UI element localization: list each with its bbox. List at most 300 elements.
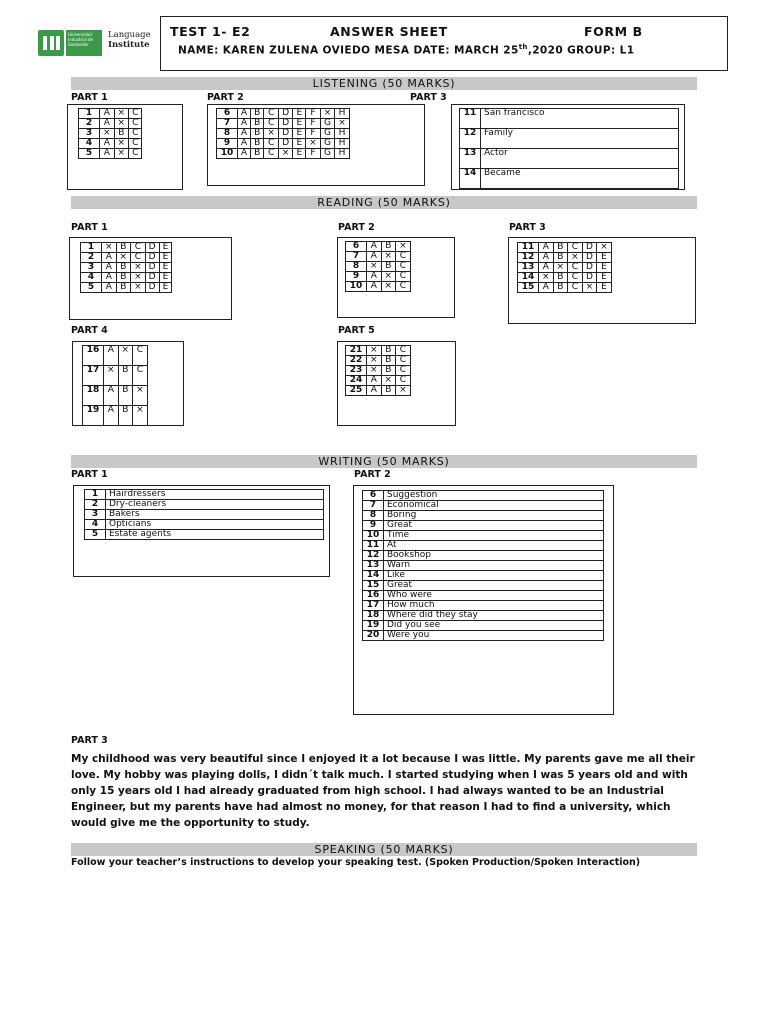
answer-row	[83, 386, 148, 406]
listening-part3-label: PART 3	[410, 92, 447, 103]
option-letter: C	[131, 253, 146, 263]
answer-row	[460, 149, 679, 169]
question-number: 14	[363, 571, 384, 581]
question-number: 14	[518, 273, 539, 283]
option-letter: C	[129, 129, 142, 139]
answer-row	[217, 119, 350, 129]
option-letter: C	[568, 263, 583, 273]
option-letter: G	[320, 149, 335, 159]
option-letter: D	[278, 119, 293, 129]
question-number: 2	[81, 253, 102, 263]
marked-option: ×	[131, 263, 146, 273]
answer-row	[363, 581, 604, 591]
marked-option: ×	[381, 376, 396, 386]
marked-option: ×	[133, 386, 148, 406]
marked-option: ×	[306, 139, 321, 149]
option-letter: B	[553, 243, 568, 253]
answer-row	[81, 243, 172, 253]
answer-text: Were you	[384, 631, 604, 641]
marked-option: ×	[133, 406, 148, 426]
option-letter: A	[367, 272, 382, 282]
marked-option: ×	[396, 242, 411, 252]
question-number: 15	[518, 283, 539, 293]
question-number: 5	[85, 530, 106, 540]
question-number: 18	[363, 611, 384, 621]
marked-option: ×	[278, 149, 293, 159]
answer-text: Bookshop	[384, 551, 604, 561]
answer-row	[217, 149, 350, 159]
listening-part3-grid	[459, 108, 679, 189]
question-number: 4	[79, 139, 100, 149]
option-letter: C	[264, 119, 279, 129]
option-letter: A	[238, 139, 251, 149]
option-letter: B	[118, 366, 133, 386]
option-letter: A	[100, 149, 115, 159]
reading-section-title: READING (50 MARKS)	[71, 196, 697, 209]
answer-text: Opticians	[106, 520, 324, 530]
option-letter: C	[133, 366, 148, 386]
answer-row	[217, 109, 350, 119]
question-number: 6	[346, 242, 367, 252]
option-letter: B	[118, 386, 133, 406]
option-letter: C	[568, 243, 583, 253]
option-letter: C	[396, 252, 411, 262]
option-letter: A	[367, 252, 382, 262]
question-number: 10	[217, 149, 238, 159]
marked-option: ×	[114, 139, 129, 149]
answer-text: Became	[481, 169, 679, 189]
question-number: 1	[85, 490, 106, 500]
answer-text: Hairdressers	[106, 490, 324, 500]
answer-text: Time	[384, 531, 604, 541]
option-letter: B	[251, 109, 264, 119]
reading-part2-label: PART 2	[338, 222, 375, 233]
answer-row	[79, 139, 142, 149]
answer-row	[518, 253, 612, 263]
question-number: 12	[363, 551, 384, 561]
question-number: 13	[518, 263, 539, 273]
question-number: 16	[83, 346, 104, 366]
answer-text: San francisco	[481, 109, 679, 129]
question-number: 23	[346, 366, 367, 376]
option-letter: A	[104, 386, 119, 406]
university-emblem-icon	[38, 30, 64, 56]
reading-part3-label: PART 3	[509, 222, 546, 233]
answer-row	[85, 520, 324, 530]
option-letter: A	[102, 283, 117, 293]
reading-part5-grid	[345, 345, 411, 396]
question-number: 15	[363, 581, 384, 591]
answer-text: Who were	[384, 591, 604, 601]
option-letter: A	[539, 253, 554, 263]
option-letter: B	[251, 129, 264, 139]
option-letter: B	[114, 129, 129, 139]
answer-row	[346, 262, 411, 272]
listening-part2-grid	[216, 108, 350, 159]
answer-row	[363, 521, 604, 531]
marked-option: ×	[114, 119, 129, 129]
option-letter: A	[102, 273, 117, 283]
marked-option: ×	[264, 129, 279, 139]
answer-row	[346, 272, 411, 282]
answer-row	[79, 129, 142, 139]
option-letter: F	[306, 119, 321, 129]
reading-part2-grid	[345, 241, 411, 292]
option-letter: A	[539, 263, 554, 273]
marked-option: ×	[367, 356, 382, 366]
question-number: 18	[83, 386, 104, 406]
option-letter: C	[396, 366, 411, 376]
answer-row	[363, 541, 604, 551]
option-letter: D	[145, 263, 159, 273]
question-number: 17	[83, 366, 104, 386]
question-number: 9	[217, 139, 238, 149]
option-letter: C	[264, 139, 279, 149]
option-letter: A	[539, 283, 554, 293]
option-letter: C	[568, 273, 583, 283]
option-letter: E	[597, 273, 612, 283]
answer-text: Estate agents	[106, 530, 324, 540]
answer-row	[363, 591, 604, 601]
answer-row	[81, 283, 172, 293]
marked-option: ×	[539, 273, 554, 283]
marked-option: ×	[104, 366, 119, 386]
question-number: 8	[346, 262, 367, 272]
answer-text: Like	[384, 571, 604, 581]
question-number: 11	[518, 243, 539, 253]
answer-row	[346, 356, 411, 366]
question-number: 12	[518, 253, 539, 263]
question-number: 10	[346, 282, 367, 292]
question-number: 22	[346, 356, 367, 366]
option-letter: B	[381, 346, 396, 356]
option-letter: A	[367, 386, 382, 396]
answer-row	[83, 406, 148, 426]
option-letter: A	[367, 242, 382, 252]
option-letter: D	[582, 243, 597, 253]
question-number: 3	[81, 263, 102, 273]
listening-part1-grid	[78, 108, 142, 159]
option-letter: B	[553, 273, 568, 283]
option-letter: C	[396, 282, 411, 292]
marked-option: ×	[116, 253, 131, 263]
reading-part3-grid	[517, 242, 612, 293]
question-number: 1	[81, 243, 102, 253]
answer-row	[363, 601, 604, 611]
form-label: FORM B	[584, 24, 643, 39]
option-letter: B	[381, 366, 396, 376]
logo-brand: Language Institute	[108, 30, 151, 50]
option-letter: B	[251, 149, 264, 159]
marked-option: ×	[131, 273, 146, 283]
answer-text: Actor	[481, 149, 679, 169]
test-name: TEST 1- E2	[170, 24, 251, 39]
marked-option: ×	[118, 346, 133, 366]
option-letter: C	[264, 149, 279, 159]
answer-row	[518, 263, 612, 273]
answer-row	[346, 282, 411, 292]
question-number: 2	[85, 500, 106, 510]
answer-row	[217, 139, 350, 149]
marked-option: ×	[597, 243, 612, 253]
marked-option: ×	[381, 272, 396, 282]
reading-part5-label: PART 5	[338, 325, 375, 336]
speaking-instructions: Follow your teacher’s instructions to develop your speaking test. (Spoken Production/Spoken Interaction)	[71, 857, 641, 868]
writing-part1-label: PART 1	[71, 469, 108, 480]
answer-text: Boring	[384, 511, 604, 521]
listening-part2-label: PART 2	[207, 92, 244, 103]
writing-part1-grid	[84, 489, 324, 540]
option-letter: C	[129, 139, 142, 149]
answer-row	[518, 243, 612, 253]
answer-text: Did you see	[384, 621, 604, 631]
institute-logo	[38, 24, 150, 64]
option-letter: C	[264, 109, 279, 119]
question-number: 11	[363, 541, 384, 551]
writing-section-title: WRITING (50 MARKS)	[71, 455, 697, 468]
writing-part3-label: PART 3	[71, 735, 108, 746]
option-letter: A	[238, 129, 251, 139]
answer-row	[85, 510, 324, 520]
option-letter: A	[100, 109, 115, 119]
question-number: 3	[79, 129, 100, 139]
marked-option: ×	[102, 243, 117, 253]
answer-row	[79, 149, 142, 159]
option-letter: B	[251, 119, 264, 129]
option-letter: G	[320, 129, 335, 139]
answer-row	[460, 129, 679, 149]
answer-row	[518, 273, 612, 283]
writing-part3-essay: My childhood was very beautiful since I enjoyed it a lot because I was little. My parents gave me all their love. My hobby was playing dolls, I didn´t talk much. I started studying when I was 5 years old and with only 15 years old I had already graduated from high school. I had always wanted to be an Industrial Engineer, but my parents have had almost no money, for that reason I had to find a university, which would give me the opportunity to study.	[71, 753, 695, 829]
question-number: 21	[346, 346, 367, 356]
answer-row	[346, 386, 411, 396]
option-letter: C	[568, 283, 583, 293]
option-letter: E	[597, 253, 612, 263]
answer-text: Great	[384, 521, 604, 531]
marked-option: ×	[568, 253, 583, 263]
question-number: 7	[217, 119, 238, 129]
option-letter: A	[102, 263, 117, 273]
option-letter: E	[293, 109, 306, 119]
option-letter: A	[367, 282, 382, 292]
marked-option: ×	[367, 366, 382, 376]
option-letter: E	[159, 243, 172, 253]
answer-row	[363, 611, 604, 621]
question-number: 14	[460, 169, 481, 189]
answer-row	[346, 242, 411, 252]
marked-option: ×	[582, 283, 597, 293]
option-letter: B	[553, 253, 568, 263]
option-letter: E	[293, 139, 306, 149]
option-letter: A	[100, 139, 115, 149]
question-number: 3	[85, 510, 106, 520]
option-letter: A	[100, 119, 115, 129]
option-letter: B	[381, 242, 396, 252]
reading-part4-grid	[82, 345, 148, 426]
option-letter: D	[145, 283, 159, 293]
option-letter: H	[335, 109, 350, 119]
answer-row	[460, 109, 679, 129]
answer-text: How much	[384, 601, 604, 611]
option-letter: D	[145, 253, 159, 263]
option-letter: E	[159, 253, 172, 263]
question-number: 6	[217, 109, 238, 119]
option-letter: B	[116, 263, 131, 273]
option-letter: F	[306, 109, 321, 119]
answer-row	[217, 129, 350, 139]
option-letter: C	[396, 262, 411, 272]
option-letter: E	[159, 273, 172, 283]
option-letter: D	[278, 139, 293, 149]
option-letter: A	[238, 149, 251, 159]
question-number: 2	[79, 119, 100, 129]
question-number: 1	[79, 109, 100, 119]
answer-row	[85, 530, 324, 540]
answer-row	[363, 511, 604, 521]
marked-option: ×	[114, 149, 129, 159]
question-number: 19	[83, 406, 104, 426]
option-letter: C	[396, 376, 411, 386]
question-number: 25	[346, 386, 367, 396]
option-letter: D	[582, 273, 597, 283]
option-letter: A	[367, 376, 382, 386]
answer-row	[346, 376, 411, 386]
option-letter: B	[116, 283, 131, 293]
question-number: 7	[346, 252, 367, 262]
answer-text: Dry-cleaners	[106, 500, 324, 510]
answer-row	[363, 531, 604, 541]
answer-text: Family	[481, 129, 679, 149]
option-letter: H	[335, 149, 350, 159]
marked-option: ×	[381, 252, 396, 262]
option-letter: G	[320, 139, 335, 149]
answer-row	[346, 366, 411, 376]
answer-row	[79, 119, 142, 129]
option-letter: B	[251, 139, 264, 149]
option-letter: B	[381, 356, 396, 366]
question-number: 9	[363, 521, 384, 531]
question-number: 10	[363, 531, 384, 541]
question-number: 20	[363, 631, 384, 641]
question-number: 5	[81, 283, 102, 293]
marked-option: ×	[100, 129, 115, 139]
logo-university-name: Universidad Industrial de Santander	[66, 30, 102, 56]
option-letter: D	[278, 109, 293, 119]
reading-part1-grid	[80, 242, 172, 293]
option-letter: G	[320, 119, 335, 129]
option-letter: E	[293, 149, 306, 159]
answer-text: At	[384, 541, 604, 551]
option-letter: E	[597, 263, 612, 273]
marked-option: ×	[131, 283, 146, 293]
option-letter: C	[129, 119, 142, 129]
marked-option: ×	[367, 262, 382, 272]
option-letter: B	[553, 283, 568, 293]
answer-row	[363, 561, 604, 571]
option-letter: A	[238, 109, 251, 119]
option-letter: D	[582, 253, 597, 263]
question-number: 9	[346, 272, 367, 282]
marked-option: ×	[367, 346, 382, 356]
question-number: 17	[363, 601, 384, 611]
option-letter: A	[102, 253, 117, 263]
question-number: 7	[363, 501, 384, 511]
option-letter: C	[129, 149, 142, 159]
marked-option: ×	[335, 119, 350, 129]
answer-row	[460, 169, 679, 189]
speaking-section-title: SPEAKING (50 MARKS)	[71, 843, 697, 856]
answer-row	[81, 263, 172, 273]
option-letter: C	[133, 346, 148, 366]
answer-row	[79, 109, 142, 119]
answer-row	[346, 252, 411, 262]
answer-text: Economical	[384, 501, 604, 511]
answer-text: Suggestion	[384, 491, 604, 501]
option-letter: D	[278, 129, 293, 139]
answer-row	[363, 551, 604, 561]
option-letter: E	[293, 129, 306, 139]
option-letter: C	[396, 272, 411, 282]
option-letter: C	[129, 109, 142, 119]
reading-part4-label: PART 4	[71, 325, 108, 336]
answer-row	[83, 346, 148, 366]
option-letter: F	[306, 129, 321, 139]
marked-option: ×	[114, 109, 129, 119]
option-letter: C	[396, 356, 411, 366]
question-number: 8	[217, 129, 238, 139]
question-number: 12	[460, 129, 481, 149]
answer-row	[363, 621, 604, 631]
sheet-title: ANSWER SHEET	[330, 24, 448, 39]
question-number: 4	[85, 520, 106, 530]
answer-row	[518, 283, 612, 293]
option-letter: D	[582, 263, 597, 273]
answer-row	[81, 273, 172, 283]
reading-part1-label: PART 1	[71, 222, 108, 233]
writing-part2-grid	[362, 490, 604, 641]
option-letter: B	[116, 243, 131, 253]
option-letter: E	[293, 119, 306, 129]
option-letter: A	[238, 119, 251, 129]
option-letter: B	[118, 406, 133, 426]
writing-part2-label: PART 2	[354, 469, 391, 480]
question-number: 11	[460, 109, 481, 129]
question-number: 24	[346, 376, 367, 386]
answer-row	[85, 490, 324, 500]
answer-row	[363, 501, 604, 511]
option-letter: E	[597, 283, 612, 293]
answer-row	[85, 500, 324, 510]
question-number: 6	[363, 491, 384, 501]
question-number: 13	[363, 561, 384, 571]
option-letter: A	[539, 243, 554, 253]
student-details: NAME: KAREN ZULENA OVIEDO MESA DATE: MARCH 25th,2020 GROUP: L1	[178, 43, 635, 57]
question-number: 19	[363, 621, 384, 631]
marked-option: ×	[553, 263, 568, 273]
option-letter: A	[104, 346, 119, 366]
option-letter: E	[159, 263, 172, 273]
option-letter: F	[306, 149, 321, 159]
answer-row	[83, 366, 148, 386]
answer-row	[363, 631, 604, 641]
marked-option: ×	[396, 386, 411, 396]
answer-row	[363, 491, 604, 501]
answer-text: Warn	[384, 561, 604, 571]
answer-text: Great	[384, 581, 604, 591]
answer-text: Where did they stay	[384, 611, 604, 621]
option-letter: D	[145, 273, 159, 283]
option-letter: B	[116, 273, 131, 283]
